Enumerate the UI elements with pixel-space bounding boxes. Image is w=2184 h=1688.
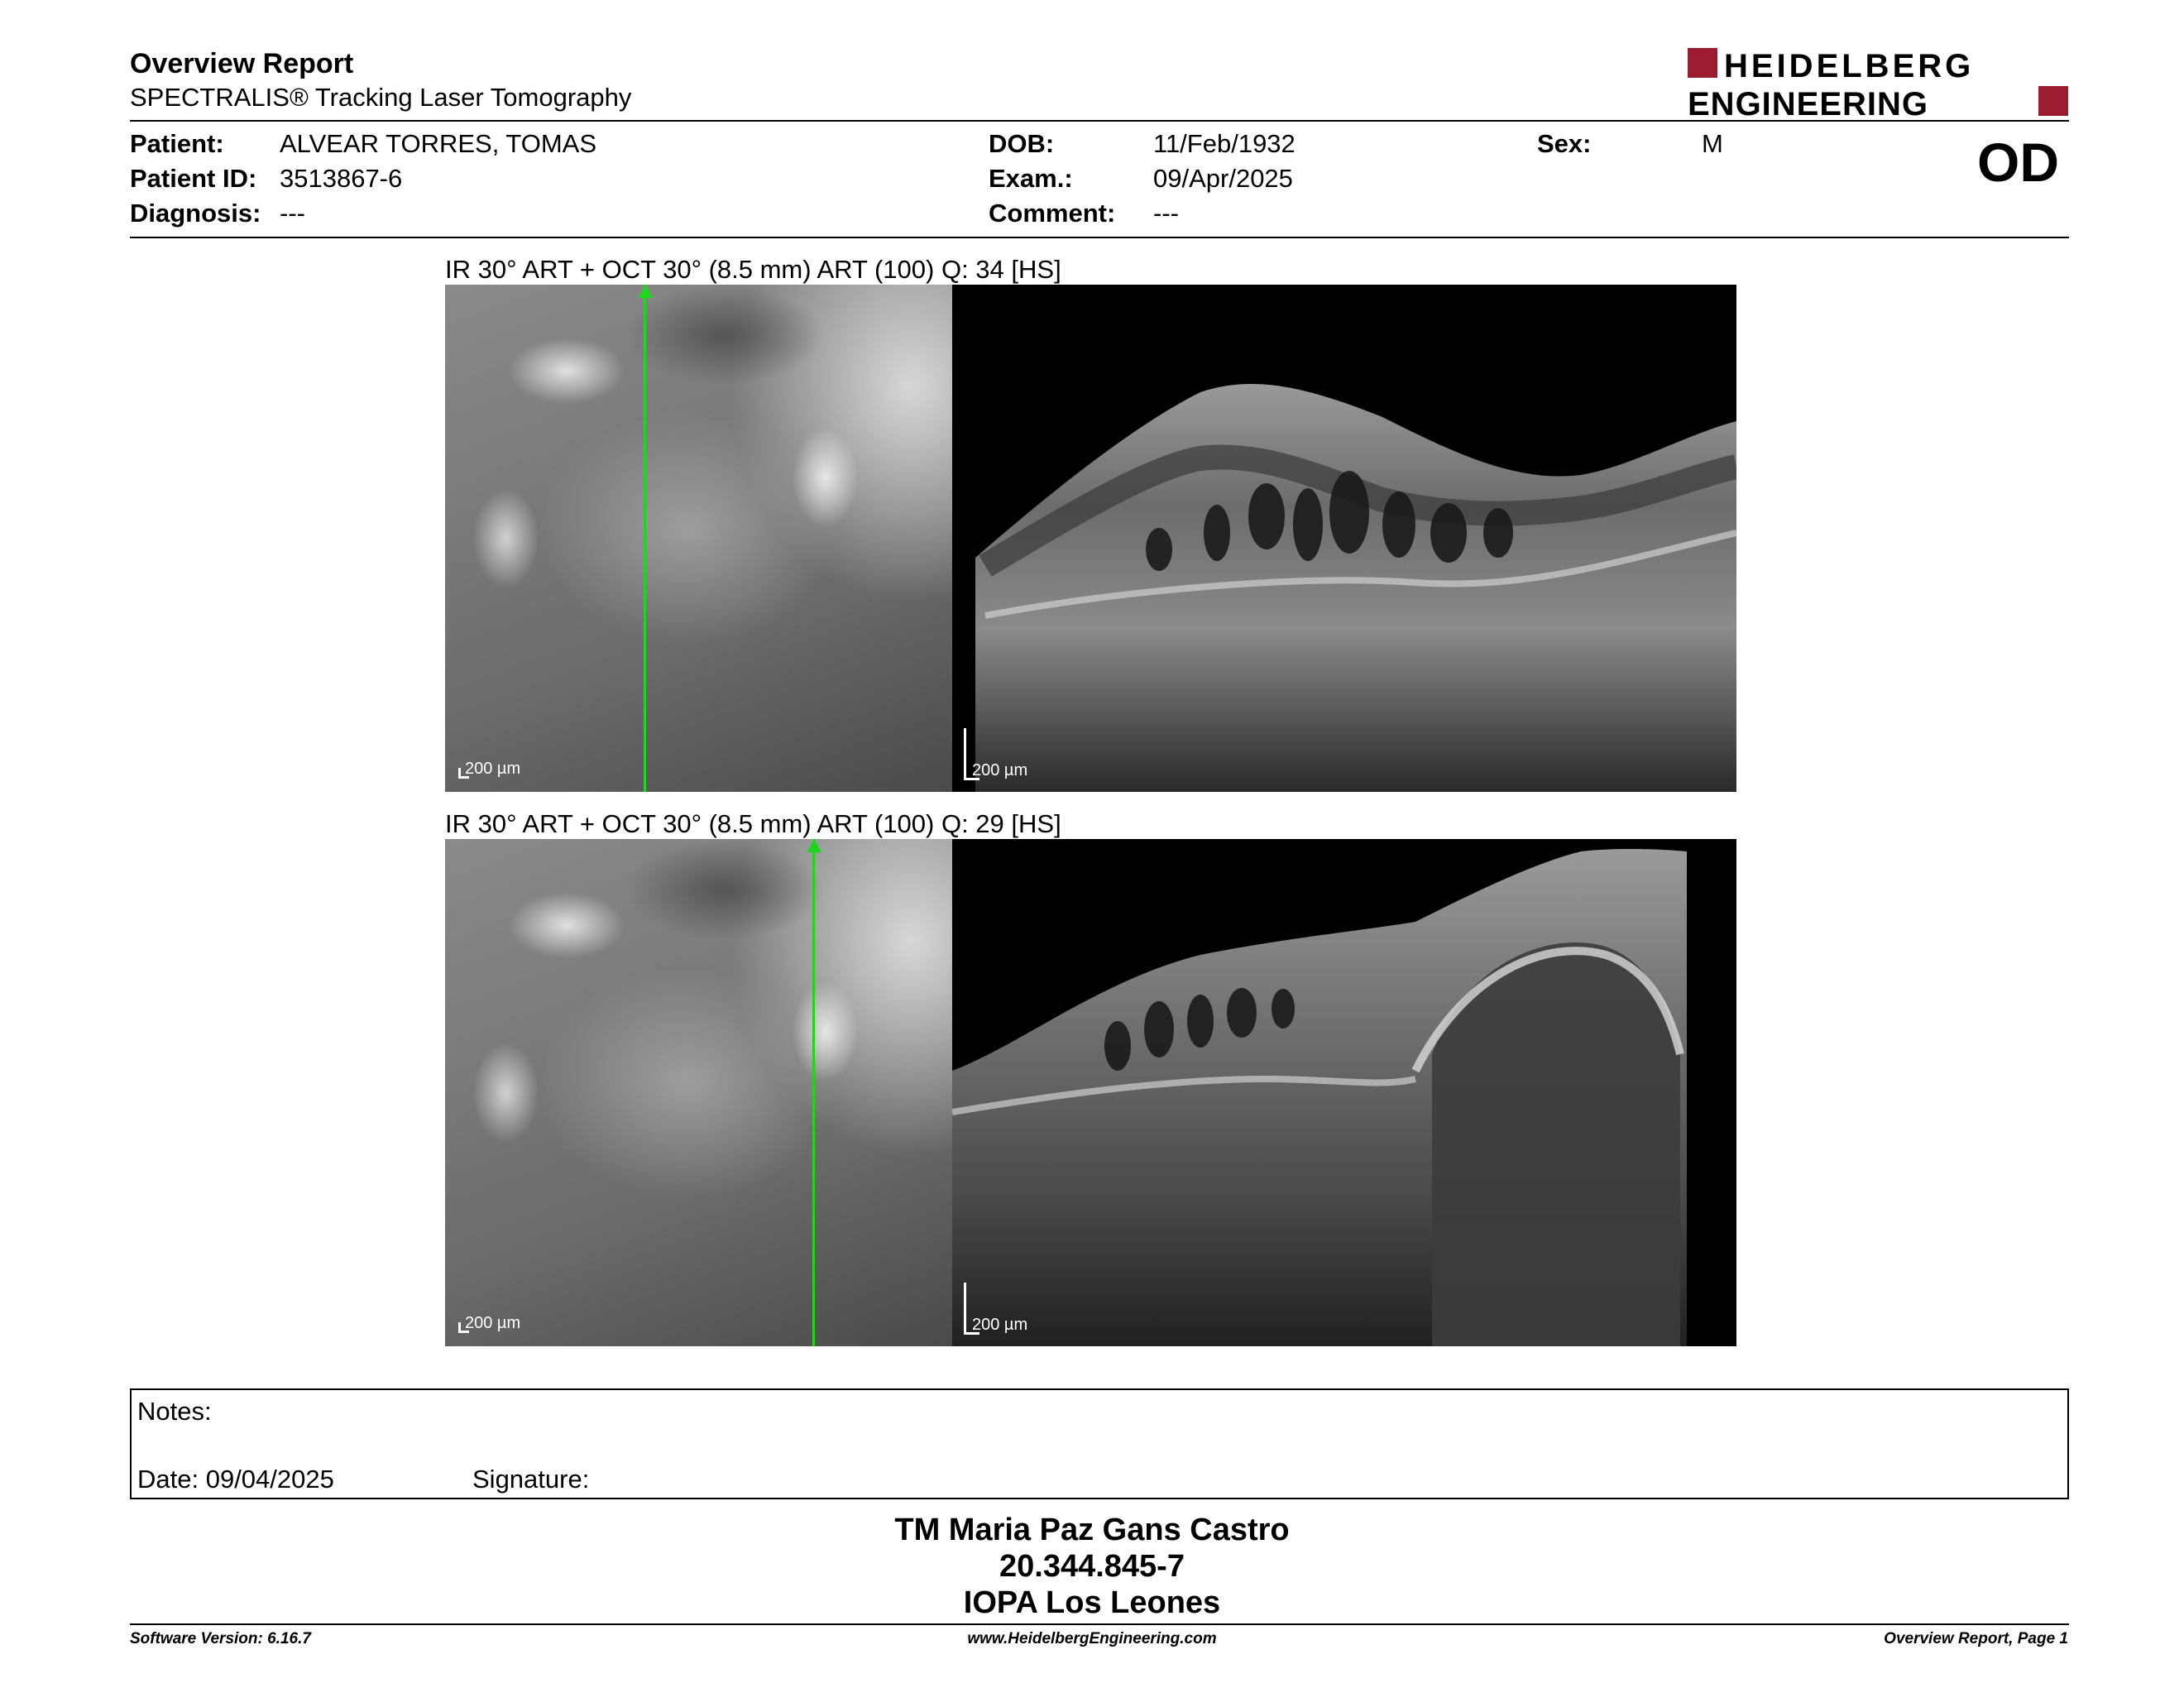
- dob-value: 11/Feb/1932: [1153, 129, 1296, 158]
- scan-2-oct-scale-label: 200 µm: [972, 1316, 1028, 1334]
- date-label: Date: 09/04/2025: [137, 1465, 334, 1494]
- scan-2-oct-bscan: [952, 839, 1736, 1346]
- scan-2-ir-image: [445, 839, 952, 1346]
- patient-name: ALVEAR TORRES, TOMAS: [280, 129, 597, 158]
- patient-divider: [130, 237, 2069, 238]
- signatory-id: 20.344.845-7: [999, 1549, 1185, 1584]
- scan-1-scan-line: [644, 285, 646, 792]
- exam-date: 09/Apr/2025: [1153, 164, 1293, 193]
- page-number: Overview Report, Page 1: [1884, 1630, 2068, 1647]
- signature-label: Signature:: [472, 1465, 590, 1494]
- software-version: Software Version: 6.16.7: [130, 1630, 311, 1647]
- scan-2-ir-scale-label: 200 µm: [465, 1314, 521, 1332]
- logo-line1: HEIDELBERG: [1724, 48, 1975, 84]
- scan-2-title: IR 30° ART + OCT 30° (8.5 mm) ART (100) Q: 29 [HS]: [445, 809, 1061, 838]
- scan-2-ir-scalebar: [458, 1314, 520, 1333]
- patient-id: 3513867-6: [280, 164, 403, 193]
- scan-1-ir-scalebar: [458, 760, 520, 779]
- report-subtitle: SPECTRALIS® Tracking Laser Tomography: [130, 83, 632, 112]
- footer-divider: [130, 1623, 2069, 1625]
- scan-2-retina-layers: [952, 839, 1736, 1346]
- notes-box: [130, 1388, 2069, 1499]
- heidelberg-logo: [1688, 46, 2068, 117]
- signatory-institution: IOPA Los Leones: [963, 1585, 1221, 1620]
- sex-label: Sex:: [1537, 129, 1592, 158]
- eye-indicator: OD: [1977, 132, 2059, 193]
- scan-1-retina-layers: [952, 285, 1736, 792]
- scan-1-title: IR 30° ART + OCT 30° (8.5 mm) ART (100) Q: 34 [HS]: [445, 255, 1061, 284]
- patient-id-label: Patient ID:: [130, 164, 257, 193]
- sex-value: M: [1702, 129, 1723, 158]
- dob-label: DOB:: [989, 129, 1055, 158]
- signatory-name: TM Maria Paz Gans Castro: [894, 1513, 1290, 1547]
- logo-line2: ENGINEERING: [1688, 86, 1929, 117]
- scan-1-ir-image: [445, 285, 952, 792]
- scan-2-scan-arrow: [807, 839, 821, 852]
- scan-1-oct-bscan: [952, 285, 1736, 792]
- website-link[interactable]: www.HeidelbergEngineering.com: [967, 1630, 1217, 1647]
- notes-label: Notes:: [137, 1397, 212, 1426]
- diagnosis-label: Diagnosis:: [130, 199, 261, 228]
- scan-1-oct-scalebar: [964, 761, 1027, 780]
- comment-value: ---: [1153, 199, 1179, 228]
- header-divider: [130, 120, 2069, 122]
- scan-2-oct-scalebar: [964, 1316, 1027, 1335]
- report-title: Overview Report: [130, 48, 354, 79]
- comment-label: Comment:: [989, 199, 1116, 228]
- scan-1-oct-scale-label: 200 µm: [972, 761, 1028, 779]
- scan-1-ir-scale-label: 200 µm: [465, 760, 521, 778]
- patient-label: Patient:: [130, 129, 224, 158]
- scan-2-scan-line: [812, 839, 815, 1346]
- diagnosis-value: ---: [280, 199, 305, 228]
- exam-label: Exam.:: [989, 164, 1073, 193]
- scan-1-scan-arrow: [638, 285, 653, 298]
